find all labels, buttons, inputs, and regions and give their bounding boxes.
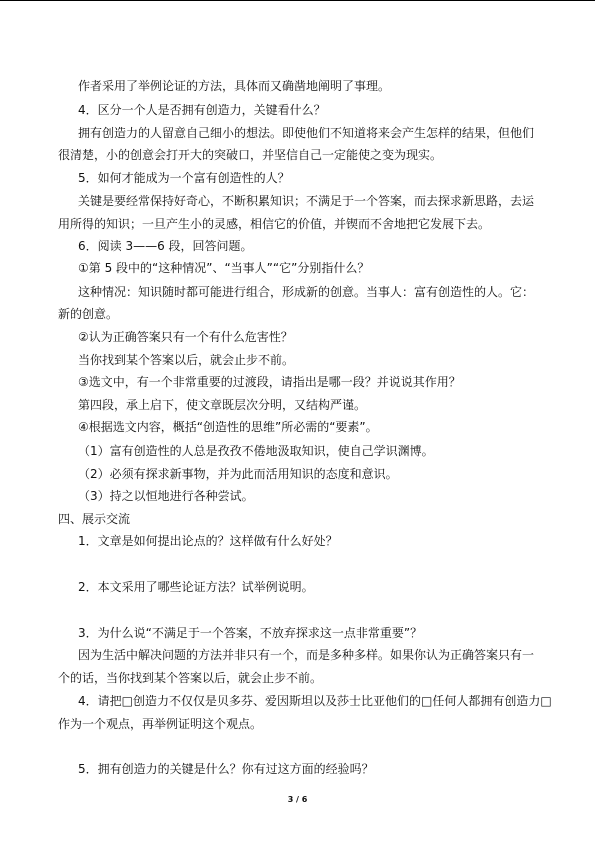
text-line-24: 因为生活中解决问题的方法并非只有一个，而是多种多样。如果你认为正确答案只有一 [78,648,535,662]
text-line-27: 作为一个观点，再举例证明这个观点。 [58,717,263,731]
sub-question-4: ④根据选文内容，概括“创造性的思维”所必需的“要素”。 [78,420,378,434]
list-item-2: （2）必须有探求新事物，并为此而活用知识的态度和意识。 [78,467,398,481]
text-line-7: 用所得的知识；一旦产生小的灵感，相信它的价值，并锲而不舍地把它发展下去。 [58,217,491,231]
text-line-25: 个的话，当你找到某个答案以后，就会止步不前。 [58,671,323,685]
discussion-q5: 5．拥有创造力的关键是什么？你有过这方面的经验吗？ [78,762,374,776]
sub-question-1: ①第 5 段中的“这种情况”、“当事人”“它”分别指什么？ [78,261,370,275]
text-line-11: 新的创意。 [58,307,119,321]
question-4: 4．区分一个人是否拥有创造力，关键看什么？ [78,103,326,117]
text-line-10: 这种情况：知识随时都可能进行组合，形成新的创意。当事人：富有创造性的人。它： [78,285,535,299]
discussion-q4: 4．请把□创造力不仅仅是贝多芬、爱因斯坦以及莎士比亚他们的□任何人都拥有创造力□ [78,694,552,708]
text-line-15: 第四段，承上启下，使文章既层次分明，又结构严谨。 [78,398,367,412]
text-line-13: 当你找到某个答案以后，就会止步不前。 [78,353,295,367]
text-line-1: 作者采用了举例论证的方法，具体而又确凿地阐明了事理。 [78,79,391,93]
question-6: 6．阅读 3——6 段，回答问题。 [78,239,253,253]
page-number: 3 / 6 [287,795,308,804]
sub-question-2: ②认为正确答案只有一个有什么危害性？ [78,330,293,344]
sub-question-3: ③选文中，有一个非常重要的过渡段，请指出是哪一段？并说说其作用？ [78,375,461,389]
section-heading: 四、展示交流 [58,512,131,526]
list-item-1: （1）富有创造性的人总是孜孜不倦地汲取知识，使自己学识渊博。 [78,444,434,458]
text-line-4: 很清楚，小的创意会打开大的突破口，并坚信自己一定能使之变为现实。 [58,148,443,162]
header-rule [0,0,595,1]
discussion-q3: 3．为什么说“不满足于一个答案，不放弃探求这一点非常重要”？ [78,626,423,640]
discussion-q1: 1．文章是如何提出论点的？这样做有什么好处？ [78,534,338,548]
discussion-q2: 2．本文采用了哪些论证方法？试举例说明。 [78,580,314,594]
text-line-6: 关键是要经常保持好奇心，不断积累知识；不满足于一个答案，而去探求新思路，去运 [78,194,535,208]
list-item-3: （3）持之以恒地进行各种尝试。 [78,489,254,503]
question-5: 5．如何才能成为一个富有创造性的人？ [78,171,290,185]
text-line-3: 拥有创造力的人留意自己细小的想法。即使他们不知道将来会产生怎样的结果，但他们 [78,126,535,140]
